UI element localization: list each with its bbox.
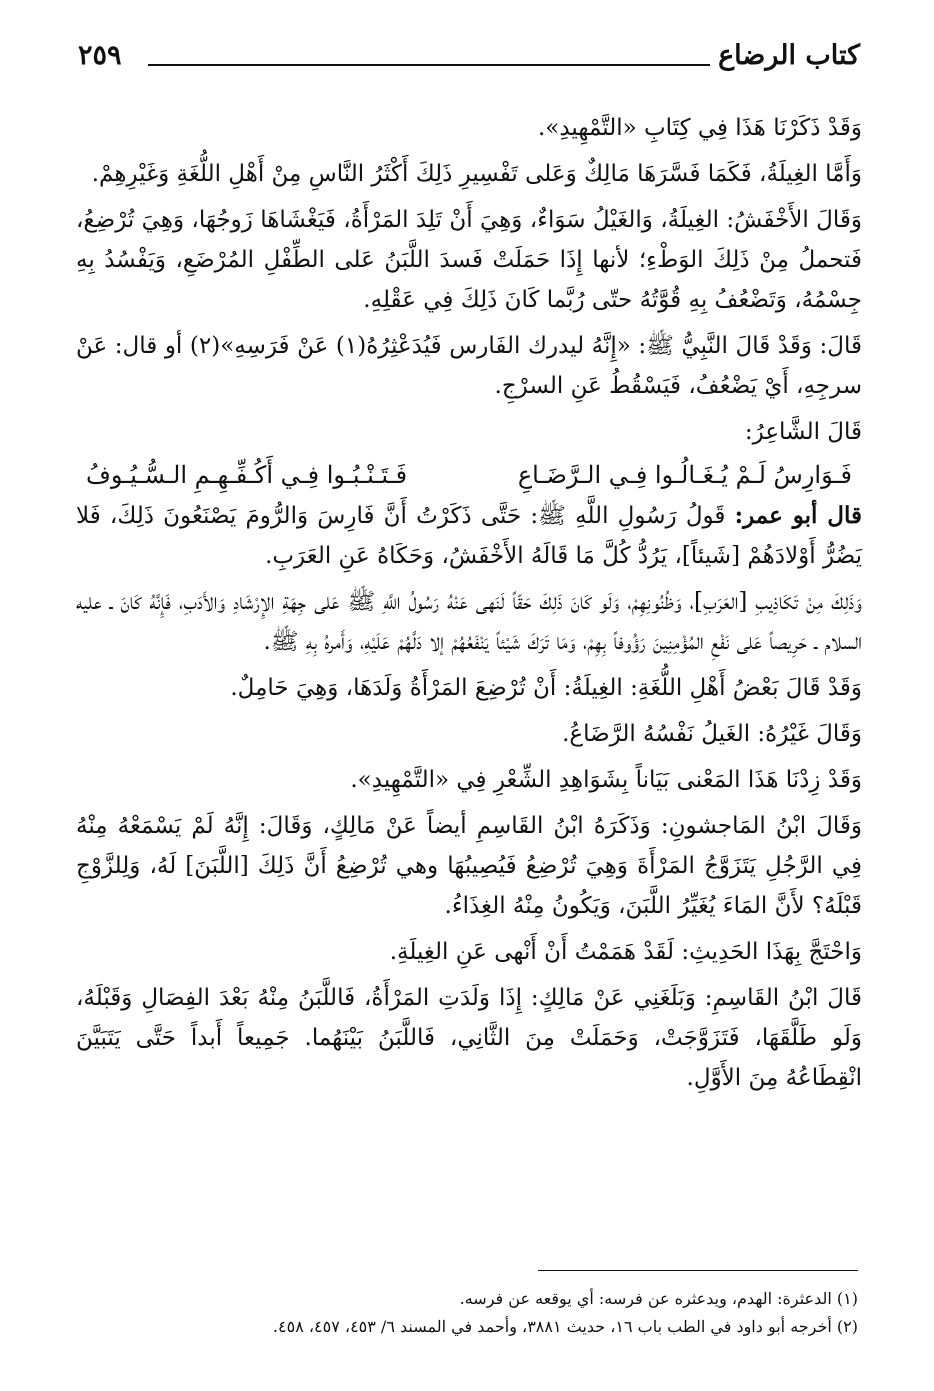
- paragraph: قال أبو عمر: قَولُ رَسُولِ اللَّهِ ﷺ: حَتَّى ذَكَرْتُ أَنَّ فَارِسَ وَالرُّومَ يَصْنَعُونَ ذَلِكَ، فَلا يَضُرُّ أَوْلادَهُمْ [شَيئاً]، يَرُدُّ كُلَّ مَا قَالَهُ الأَخْفَشُ، وَحَكَاهُ عَنِ العَرَبِ.: [76, 502, 862, 569]
- footnote-rule: [538, 1270, 858, 1271]
- poetry-verse: [76, 454, 862, 496]
- paragraph: وَاحْتَجَّ بِهَذَا الحَدِيثِ: لَقَدْ هَمَمْتُ أَنْ أَنْهى عَنِ الغِيلَةِ.: [389, 939, 862, 965]
- paragraph: قَالَ الشَّاعِرُ:: [744, 419, 862, 445]
- running-header: [78, 40, 860, 80]
- paragraph: وَقَالَ ابْنُ المَاجشونِ: وَذَكَرَهُ ابْنُ القَاسِمِ أيضاً عَنْ مَالِكٍ، وَقَالَ: إِنَّهُ لَمْ يَسْمَعْهُ مِنْهُ فِي الرَّجُلِ يَتَزَوَّجُ المَرْأَةَ وَهِيَ تُرْضِعُ فَيُصِيبُهَا وهي تُرْضِعُ أَنَّ ذَلِكَ [اللَّبَنَ] لَهُ، وَلِلزَّوْجِ قَبْلَهُ؟ لأَنَّ المَاءَ يُغَيِّرُ اللَّبَنَ، وَيَكُونُ مِنْهُ الغِذَاءُ.: [76, 813, 862, 919]
- verse-first-hemistich: فَـوَارِسُ لَـمْ يُـغَـالُـوا فِـي الـرَّضَـاعِ: [517, 461, 852, 489]
- paragraph: قَالَ: وَقَدْ قَالَ النَّبِيُّ ﷺ: «إِنَّهُ ليدرك الفَارس فَيُدَعْثِرُهُ(١) عَنْ فَرَسِهِ»(٢) أو قال: عَنْ سرجِهِ، أَيْ يَضْعُفُ، فَيَسْقُطُ عَنِ السرْجِ.: [76, 333, 862, 399]
- paragraph: وَذَلِكَ مِنْ تَكَاذِيبِ [العَرَبِ]، وَظُنُونِهِمْ، وَلَو كَانَ ذَلِكَ حَقّاً لَنَهى عَنْهُ رَسُولُ اللَّهِ ﷺ عَلى جِهَةِ الإِرْشَادِ وَالأَدَبِ، فَإِنَّهُ كَانَ ـ عليه السلام ـ حَرِيصاً عَلى نَفْعِ المُؤْمِنِينَ رَؤُوفاً بِهِمْ، وَمَا تَرَكَ شَيْئاً يَنْفَعُهُمْ إلا دَلَّهُمْ عَلَيْهِ، وَأَمرهُ بِهِ ﷺ.: [76, 589, 862, 655]
- page-number: ٢٥٩: [78, 40, 122, 71]
- speaker-label: قال أبو عمر:: [734, 502, 862, 529]
- chapter-title: كتاب الرضاع: [718, 40, 860, 71]
- verse-second-hemistich: فَـتَـنْـبُـوا فِـي أَكُـفِّـهِـمِ الـسُّـيُـوفُ: [86, 461, 408, 489]
- paragraph: وَقَالَ غَيْرُهُ: الغَيلُ نَفْسُهُ الرَّضَاعُ.: [562, 721, 862, 747]
- footnote-2: (٢) أخرجه أبو داود في الطب باب ١٦، حديث ٣٨٨١، وأحمد في المسند ٦/ ٤٥٣، ٤٥٧، ٤٥٨.: [272, 1317, 858, 1336]
- footnotes: [72, 1285, 858, 1341]
- paragraph: وَقَدْ ذَكَرْنَا هَذَا فِي كِتَابِ «التَّمْهِيدِ».: [537, 115, 862, 141]
- header-rule: [148, 64, 710, 66]
- paragraph: وَقَدْ زِدْنَا هَذَا المَعْنى بَيَاناً بِشَوَاهِدِ الشِّعْرِ فِي «التَّمْهِيدِ».: [350, 767, 862, 793]
- paragraph: قَالَ ابْنُ القَاسِمِ: وَبَلَغَنِي عَنْ مَالِكٍ: إِذَا وَلَدَتِ المَرْأَةُ، فَاللَّبَنُ مِنْهُ بَعْدَ الفِصَالِ وَقَبْلَهُ، وَلَو طَلَّقَهَا، فَتَزَوَّجَتْ، وَحَمَلَتْ مِنَ الثَّانِي، فَاللَّبَنُ بَيْنَهُما. جَمِيعاً أَبداً حَتَّى يَتَبَيَّنَ انْقِطَاعُهُ مِنَ الأَوَّلِ.: [76, 985, 862, 1091]
- footnote-1: (١) الدعثرة: الهدم، ويدعثره عن فرسه: أي يوقعه عن فرسه.: [459, 1289, 858, 1308]
- main-text: [76, 108, 862, 1098]
- paragraph: وَقَالَ الأَخْفَشُ: الغِيلَةُ، وَالغَيْلُ سَوَاءٌ، وَهِيَ أَنْ تَلِدَ المَرْأَةُ، فَيَغْشَاهَا زَوجُهَا، وَهِيَ تُرْضِعُ، فَتحملُ مِنْ ذَلِكَ الوَطْءِ؛ لأنها إِذَا حَمَلَتْ فَسدَ اللَّبَنُ عَلى الطِّفْلِ المُرْضَعِ، وَيَفْسُدُ بِهِ جِسْمُهُ، وَتَضْعُفُ بِهِ قُوَّتُهُ حتّى رُبَّما كَانَ ذَلِكَ فِي عَقْلِهِ.: [76, 207, 862, 313]
- paragraph: وَأَمَّا الغِيلَةُ، فَكَمَا فَسَّرَهَا مَالِكٌ وَعَلى تَفْسِيرِ ذَلِكَ أَكْثَرُ النَّاسِ مِنْ أَهْلِ اللُّغَةِ وَغَيْرِهِمْ.: [91, 161, 862, 187]
- paragraph: وَقَدْ قَالَ بَعْضُ أَهْلِ اللُّغَةِ: الغِيلَةُ: أَنْ تُرْضِعَ المَرْأَةُ وَلَدَهَا، وَهِيَ حَامِلٌ.: [230, 675, 862, 701]
